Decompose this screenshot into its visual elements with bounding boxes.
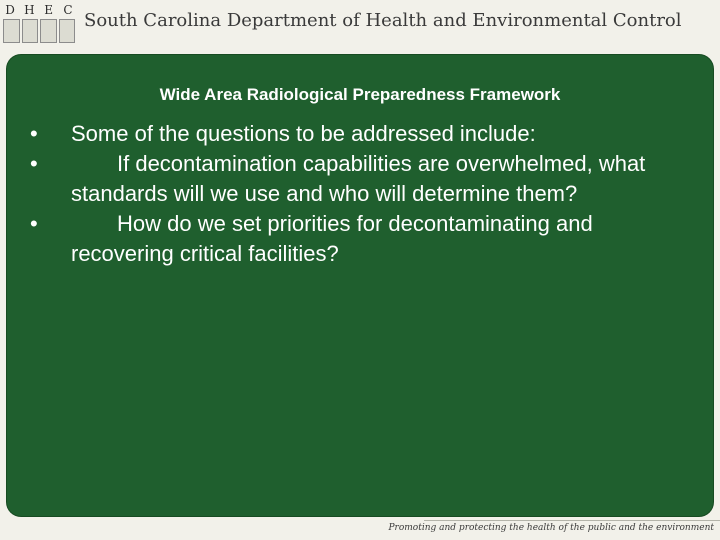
logo-box [22,19,39,43]
bullet-marker: • [30,121,38,146]
header [0,0,720,50]
slide-title: Wide Area Radiological Preparedness Framework [159,85,561,104]
logo-letter-h: H [24,3,35,17]
bullet-text: How do we set priorities for decontaminating and recovering critical facilities? [71,211,593,266]
bullet-item [7,209,713,269]
slide-panel [7,55,713,516]
logo-box [59,19,76,43]
bullet-marker: • [30,151,38,176]
logo-emblem [3,19,75,43]
footer-divider [424,520,720,521]
footer [0,520,720,540]
bullet-marker: • [30,211,38,236]
bullet-item [7,149,713,209]
footer-tagline: Promoting and protecting the health of the public and the environment [388,523,714,533]
bullet-list [7,119,713,269]
bullet-text: If decontamination capabilities are overwhelmed, what standards will we use and who will determine them? [71,151,646,206]
logo-letter-c: C [63,3,73,17]
dhec-logo [3,3,75,47]
logo-box [3,19,20,43]
logo-box [40,19,57,43]
logo-letter-e: E [44,3,54,17]
logo-letter-d: D [5,3,15,17]
bullet-text: Some of the questions to be addressed include: [71,121,536,146]
organization-name: South Carolina Department of Health and Environmental Control [84,10,682,31]
bullet-item [7,119,713,149]
logo-letters [3,3,75,17]
